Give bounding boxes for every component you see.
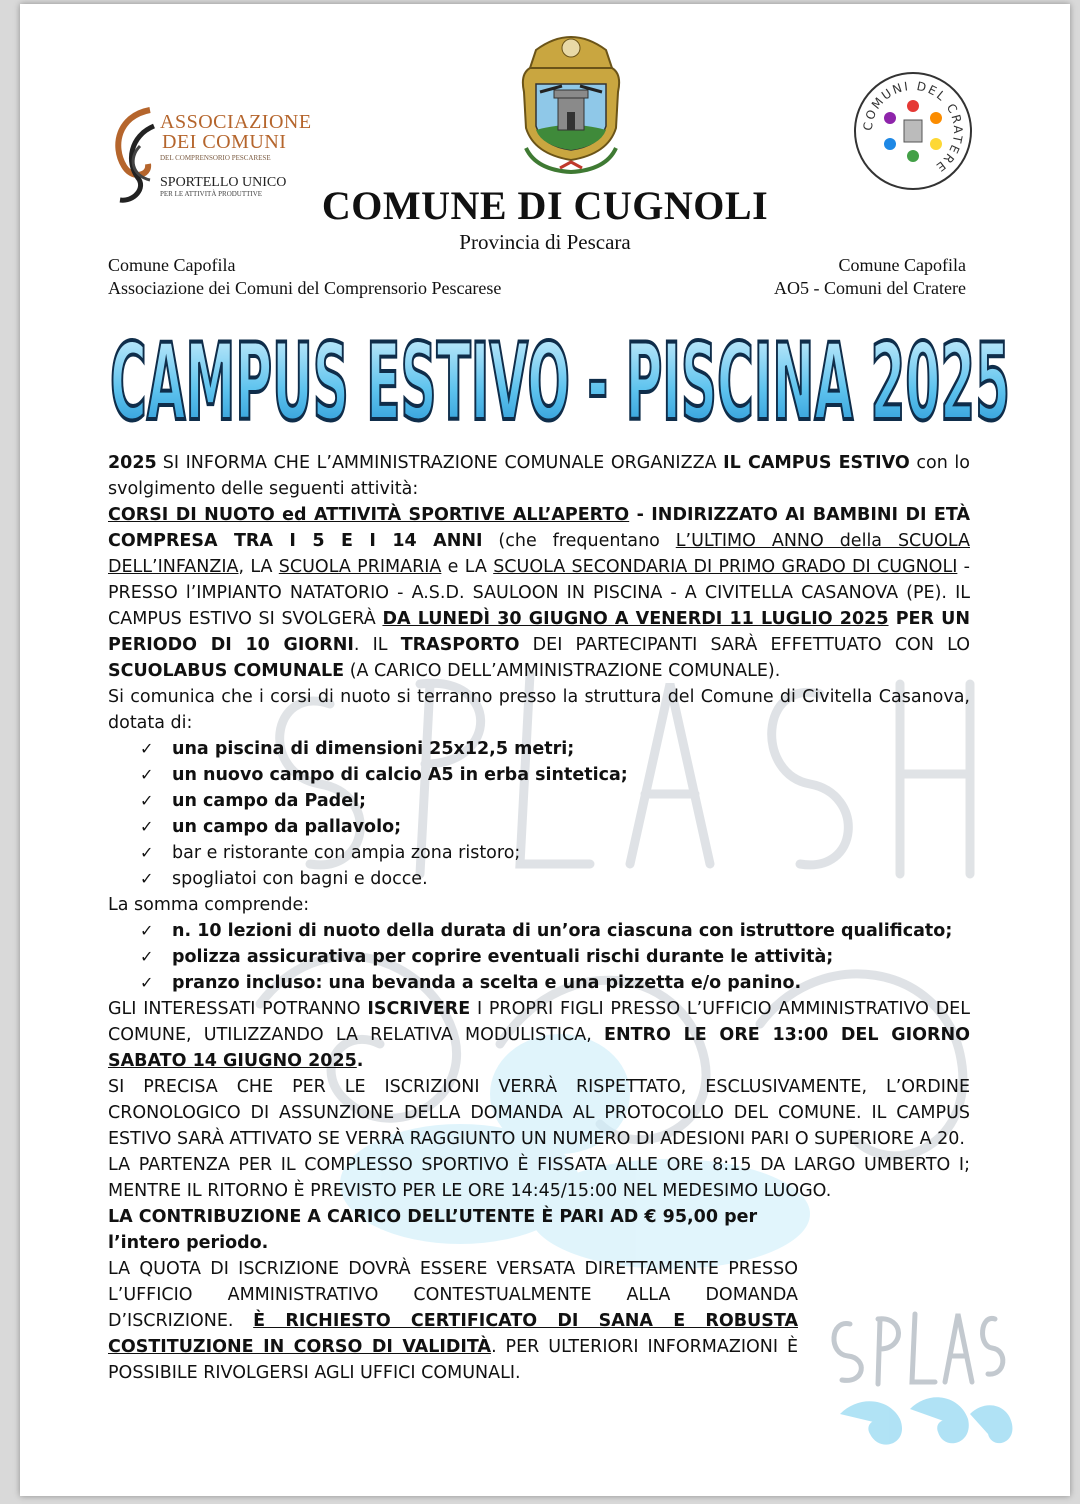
activities-p5: , LA (238, 557, 279, 577)
logo-line5: PER LE ATTIVITÀ PRODUTTIVE (160, 190, 263, 198)
facility-text: un campo da pallavolo; (172, 817, 402, 837)
checkmark-icon: ✓ (140, 973, 154, 992)
intro-text-b: IL CAMPUS ESTIVO (723, 453, 910, 473)
logo-line2: DEI COMUNI (162, 131, 287, 153)
payment-paragraph (108, 1256, 798, 1386)
crater-logo-text: COMUNI DEL CRATERE (860, 78, 966, 176)
intro-text-c: 2025 (108, 453, 157, 473)
enroll-e: SABATO 14 GIUGNO 2025 (108, 1051, 357, 1071)
payment-b: È RICHIESTO CERTIFICATO DI SANA E ROBUSTA COSTITUZIONE IN CORSO DI VALIDITÀ (108, 1311, 798, 1357)
header-right-line1: Comune Capofila (838, 255, 966, 275)
include-text: n. 10 lezioni di nuoto della durata di un’ora ciascuna con istruttore qualificato; (172, 921, 953, 941)
facility-text: bar e ristorante con ampia zona ristoro; (172, 843, 521, 863)
activities-p9: - PRESSO l’IMPIANTO NATATORIO - A.S.D. SAULOON IN PISCINA - A CIVITELLA CASANOVA (PE). IL CAMPUS ESTIVO SI SVOLGERÀ (108, 557, 970, 629)
departure-note: LA PARTENZA PER IL COMPLESSO SPORTIVO È FISSATA ALLE ORE 8:15 DA LARGO UMBERTO I; MENTRE IL RITORNO È PREVISTO PER LE ORE 14:45/15:00 NEL MEDESIMO LUOGO. (108, 1155, 970, 1201)
checkmark-icon: ✓ (140, 765, 154, 784)
includes-intro: La somma comprende: (108, 895, 310, 915)
include-item (140, 970, 970, 996)
enroll-d: ENTRO LE ORE 13:00 DEL GIORNO (604, 1025, 970, 1045)
header-right-line2: AO5 - Comuni del Cratere (774, 278, 966, 298)
banner-title: CAMPUS ESTIVO - PISCINA 2025 (109, 321, 1010, 445)
notice-body (108, 450, 970, 1386)
checkmark-icon: ✓ (140, 791, 154, 810)
header-right-block (774, 254, 966, 300)
facility-text: spogliatoi con bagni e docce. (172, 869, 428, 889)
facility-item (140, 788, 970, 814)
activities-p15: SCUOLABUS COMUNALE (108, 661, 345, 681)
activities-p6: SCUOLA PRIMARIA (278, 557, 442, 577)
logo-line3: DEL COMPRENSORIO PESCARESE (160, 154, 271, 162)
includes-list (108, 918, 970, 996)
activities-p7: e LA (441, 557, 494, 577)
header-left-line1: Comune Capofila (108, 255, 236, 275)
fee-line2 (108, 1230, 798, 1256)
fee-a: LA CONTRIBUZIONE A CARICO DELL’UTENTE È PARI AD € 95,00 per (108, 1207, 758, 1227)
order-note: SI PRECISA CHE PER LE ISCRIZIONI VERRÀ RISPETTATO, ESCLUSIVAMENTE, L’ORDINE CRONOLOGICO DI ASSUNZIONE DELLA DOMANDA AL PROTOCOLLO DEL COMUNE. IL CAMPUS ESTIVO SARÀ ATTIVATO SE VERRÀ RAGGIUNTO UN NUMERO DI ADESIONI PARI O SUPERIORE A 20. (108, 1077, 970, 1149)
intro-text-d: con lo svolgimento delle seguenti attività: (108, 453, 970, 499)
enroll-paragraph (108, 996, 970, 1074)
facility-text: una piscina di dimensioni 25x12,5 metri; (172, 739, 575, 759)
facility-item (140, 814, 970, 840)
comune-title: COMUNE DI CUGNOLI (321, 183, 769, 228)
include-item (140, 918, 970, 944)
header-left-line2: Associazione dei Comuni del Comprensorio Pescarese (108, 278, 502, 298)
checkmark-icon: ✓ (140, 947, 154, 966)
document-page (20, 4, 1070, 1496)
enroll-f: . (356, 1051, 364, 1071)
activities-p14: DEI PARTECIPANTI SARÀ EFFETTUATO CON LO (519, 635, 970, 655)
activities-p11: PER UN PERIODO DI 10 GIORNI (108, 609, 971, 655)
include-text: polizza assicurativa per coprire eventuali rischi durante le attività; (172, 947, 834, 967)
facility-item (140, 840, 970, 866)
enroll-a: GLI INTERESSATI POTRANNO (108, 999, 368, 1019)
activities-p4: L’ULTIMO ANNO della SCUOLA DELL’INFANZIA (108, 531, 970, 577)
include-text: pranzo incluso: una bevanda a scelta e una pizzetta e/o panino. (172, 973, 802, 993)
activities-p8: SCUOLA SECONDARIA DI PRIMO GRADO DI CUGNOLI (493, 557, 958, 577)
activities-paragraph (108, 502, 970, 684)
facility-item (140, 762, 970, 788)
activities-p12: . IL (353, 635, 401, 655)
checkmark-icon: ✓ (140, 921, 154, 940)
fee-line (108, 1204, 798, 1230)
payment-c: . PER ULTERIORI INFORMAZIONI È POSSIBILE RIVOLGERSI AGLI UFFICI COMUNALI. (108, 1337, 799, 1383)
facility-text: un nuovo campo di calcio A5 in erba sintetica; (172, 765, 628, 785)
checkmark-icon: ✓ (140, 817, 154, 836)
facility-item (140, 736, 970, 762)
checkmark-icon: ✓ (140, 843, 154, 862)
activities-p1: CORSI DI NUOTO ed ATTIVITÀ SPORTIVE ALL’APERTO (108, 505, 630, 525)
activities-p2: - INDIRIZZATO AI BAMBINI DI ETÀ COMPRESA TRA I 5 E I 14 ANNI (108, 505, 970, 551)
intro-paragraph (108, 450, 970, 502)
facility-intro: Si comunica che i corsi di nuoto si terranno presso la struttura del Comune di Civitella Casanova, dotata di: (108, 687, 970, 733)
checkmark-icon: ✓ (140, 869, 154, 888)
header-left-block (108, 254, 501, 300)
facility-item (140, 866, 970, 892)
payment-a: LA QUOTA DI ISCRIZIONE DOVRÀ ESSERE VERSATA DIRETTAMENTE PRESSO L’UFFICIO AMMINISTRATIVO CONTESTUALMENTE ALLA DOMANDA D’ISCRIZIONE. (108, 1259, 798, 1331)
enroll-b: ISCRIVERE (367, 999, 471, 1019)
campus-banner (100, 304, 1020, 454)
comuni-del-cratere-logo (852, 70, 974, 192)
intro-text-a: SI INFORMA CHE L’AMMINISTRAZIONE COMUNALE ORGANIZZA (162, 453, 724, 473)
include-item (140, 944, 970, 970)
activities-p3: (che frequentano (482, 531, 676, 551)
enroll-c: I PROPRI FIGLI PRESSO L’UFFICIO AMMINISTRATIVO DEL COMUNE, UTILIZZANDO LA RELATIVA MODULISTICA, (108, 999, 970, 1045)
fee-block (108, 1204, 798, 1386)
fee-b: l’intero periodo. (108, 1233, 269, 1253)
facilities-list (108, 736, 970, 892)
activities-p16: (A CARICO DELL’AMMINISTRAZIONE COMUNALE). (344, 661, 781, 681)
activities-p10: DA LUNEDÌ 30 GIUGNO A VENERDI 11 LUGLIO 2025 (382, 609, 889, 629)
checkmark-icon: ✓ (140, 739, 154, 758)
activities-p13: TRASPORTO (400, 635, 520, 655)
province-subtitle: Provincia di Pescara (459, 230, 631, 254)
facility-text: un campo da Padel; (172, 791, 367, 811)
logo-line4: SPORTELLO UNICO (160, 175, 287, 190)
comune-crest-icon (516, 28, 626, 174)
logo-line1: ASSOCIAZIONE (160, 111, 312, 133)
